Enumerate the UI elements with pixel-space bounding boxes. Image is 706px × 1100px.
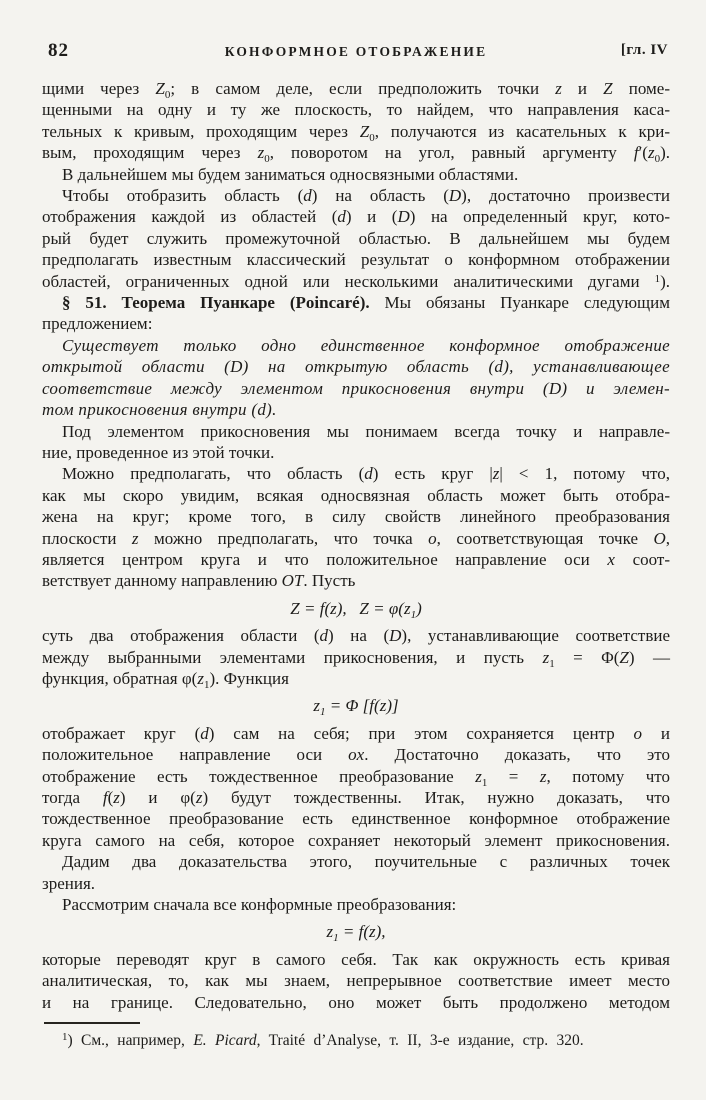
text-line: как мы скоро увидим, всякая односвязная область может быть отобра- xyxy=(42,485,670,505)
text-line: областей, ограниченных одной или несколькими аналитическими дугами $^1$). xyxy=(42,271,670,291)
text-line: тождественное преобразование есть единственное конформное отображение xyxy=(42,809,670,829)
text-line: том прикосновения внутри (d). xyxy=(42,400,277,420)
text-line: между выбранными элементами прикосновения, и пусть $z_1 = \Phi(Z)$ — xyxy=(42,647,670,670)
chapter-label: [гл. IV xyxy=(620,42,668,58)
running-title: КОНФОРМНОЕ ОТОБРАЖЕНИЕ xyxy=(224,44,488,59)
paragraph xyxy=(42,625,670,689)
text-line: Чтобы отобразить область (d) на область (D), достаточно произвести xyxy=(62,186,670,206)
display-formula: $z_1 = \Phi$ [f(z)] xyxy=(313,696,399,719)
text-line: Дадим два доказательства этого, поучительные с различных точек xyxy=(62,852,670,872)
text-line: щенными на одну и ту же плоскость, то найдем, что направления каса- xyxy=(42,100,670,120)
footnote-text: $^1$) См., например, E. Picard, Traité d’Analyse, т. II, 3-е издание, стр. 320. xyxy=(62,1031,584,1050)
text-line: рый будет служить промежуточной областью. В дальнейшем мы будем xyxy=(42,228,670,248)
text-line: функция, обратная $\varphi(z_1)$. Функция xyxy=(42,668,289,691)
text-line: аналитическая, то, как мы знаем, непрерывное соответствие имеет место xyxy=(42,971,670,991)
text-line: зрения. xyxy=(42,873,96,893)
paragraph xyxy=(42,78,670,164)
text-line: Рассмотрим сначала все конформные преобразования: xyxy=(62,895,457,915)
text-line: ветствует данному направлению ОТ. Пусть xyxy=(42,571,356,591)
footnote-area xyxy=(42,1022,670,1050)
page-body xyxy=(42,78,670,1013)
footnote-rule xyxy=(44,1022,140,1024)
text-line: Существует только одно единственное конформное отображение xyxy=(62,335,670,355)
paragraph xyxy=(42,335,670,421)
text-line: Под элементом прикосновения мы понимаем всегда точку и направле- xyxy=(62,421,670,441)
text-line: положительное направление оси ox. Достаточно доказать, что это xyxy=(42,745,670,765)
page-header xyxy=(42,40,670,64)
text-line: щими через $Z_0$; в самом деле, если предположить точки z и Z поме- xyxy=(42,79,670,101)
text-line: является центром круга и что положительное направление оси x соот- xyxy=(42,549,670,569)
text-line: § 51. Теорема Пуанкаре (Poincaré). Мы обязаны Пуанкаре следующим xyxy=(62,293,670,313)
text-line: тогда f(z) и φ(z) будут тождественны. Итак, нужно доказать, что xyxy=(42,788,671,807)
paragraph xyxy=(42,421,670,464)
paragraph xyxy=(42,164,670,185)
paragraph xyxy=(42,463,670,591)
paragraph xyxy=(42,723,670,851)
paragraph xyxy=(42,894,670,915)
text-line: предполагать известным классический результат о конформном отображении xyxy=(42,250,670,270)
text-line: открытой области (D) на открытую область (d), устанавливающее xyxy=(42,357,670,377)
paragraph xyxy=(42,851,670,894)
text-line: В дальнейшем мы будем заниматься односвязными областями. xyxy=(62,164,519,184)
page-number: 82 xyxy=(48,40,69,61)
text-line: отображает круг (d) сам на себя; при этом сохраняется центр o и xyxy=(42,723,670,743)
text-line: Можно предполагать, что область (d) есть круг |z| < 1, потому что, xyxy=(62,464,670,484)
paragraph xyxy=(42,185,670,292)
text-line: тельных к кривым, проходящим через $Z_0$, получаются из касательных к кри- xyxy=(42,121,670,144)
text-line: вым, проходящим через $z_0$, поворотом на угол, равный аргументу $f'(z_0)$. xyxy=(42,143,670,166)
text-line: ние, проведенное из этой точки. xyxy=(42,442,275,462)
text-line: отображения каждой из областей (d) и (D) на определенный круг, кото- xyxy=(42,207,670,227)
text-line: и на границе. Следовательно, оно может быть продолжено методом xyxy=(42,992,670,1012)
display-formula: $z_1 = f(z)$, xyxy=(326,922,386,945)
text-line: отображение есть тождественное преобразование $z_1 = z$, потому что xyxy=(42,766,670,789)
text-line: жена на круг; кроме того, в силу свойств линейного преобразования xyxy=(42,507,670,527)
text-line: соответствие между элементом прикосновения внутри (D) и элемен- xyxy=(42,378,670,398)
text-line: которые переводят круг в самого себя. Так как окружность есть кривая xyxy=(42,949,670,969)
text-line: плоскости z можно предполагать, что точка o, соответствующая точке O, xyxy=(42,528,670,548)
text-line: круга самого на себя, которое сохраняет некоторый элемент прикосновения. xyxy=(42,830,670,850)
text-line: суть два отображения области (d) на (D), устанавливающие соответствие xyxy=(42,626,671,646)
display-formula: Z = f(z), $Z = \varphi(z_1)$ xyxy=(290,598,422,621)
paragraph xyxy=(42,949,670,1013)
text-line: предложением: xyxy=(42,314,153,334)
paragraph xyxy=(42,292,670,335)
